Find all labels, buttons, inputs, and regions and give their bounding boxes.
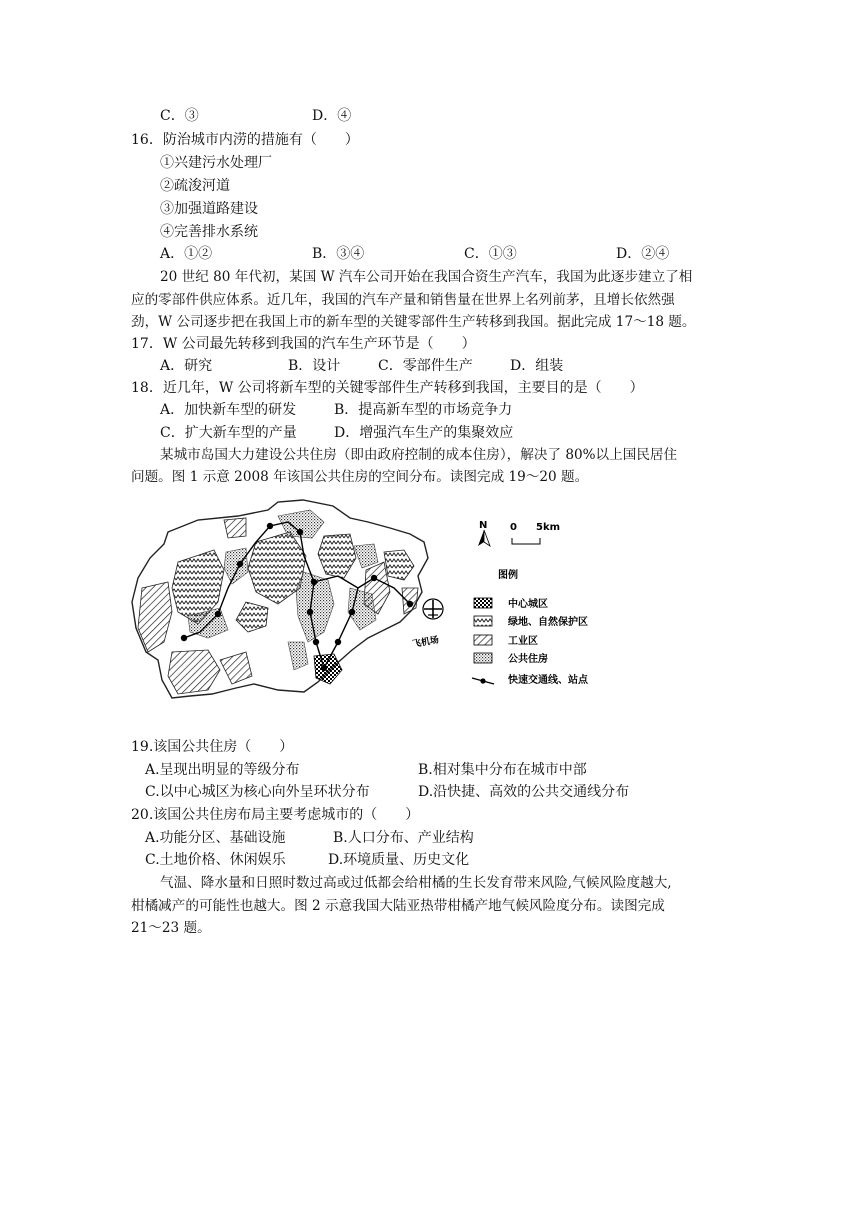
legend-central: 中心城区 [508,599,548,610]
q19-stem: 19.该国公共住房（ ） [131,739,294,755]
q16-option-d: D．②④ [616,246,670,262]
q18-option-c: C．扩大新车型的产量 [160,425,297,441]
q20-option-a: A.功能分区、基础设施 [145,830,286,846]
airport-icon [423,599,443,619]
q18-option-a: A．加快新车型的研发 [160,402,297,418]
scale-bar [512,538,540,544]
legend-swatch-green [474,616,492,626]
q17-option-a: A．研究 [160,358,213,374]
legend-industrial: 工业区 [508,636,538,647]
q19-option-d: D.沿快捷、高效的公共交通线分布 [418,784,630,800]
passage-city-line-2: 问题。图 1 示意 2008 年该国公共住房的空间分布。读图完成 19～20 题。 [131,469,589,485]
q18-stem: 18．近几年，W 公司将新车型的关键零部件生产转移到我国，主要目的是（ ） [131,380,644,396]
q20-option-b: B.人口分布、产业结构 [333,830,474,846]
q16-option-b: B．③④ [312,246,365,262]
q18-option-d: D．增强汽车生产的集聚效应 [334,425,514,441]
scale-distance-label: 5km [536,522,561,533]
q16-stem: 16．防治城市内涝的措施有（ ） [131,132,359,148]
q16-option-a: A．①② [160,246,213,262]
q20-stem: 20.该国公共住房布局主要考虑城市的（ ） [131,807,420,823]
passage-citrus-line-3: 21～23 题。 [131,920,211,936]
industrial-area-north [224,518,246,538]
passage-citrus-line-2: 柑橘减产的可能性也越大。图 2 示意我国大陆亚热带柑橘产地气候风险度分布。读图完成 [131,898,665,914]
q20-option-d: D.环境质量、历史文化 [328,852,470,868]
passage-w-line-2: 应的零部件供应体系。近几年，我国的汽车产量和销售量在世界上名列前茅，且增长依然强 [131,292,675,308]
q16-item-3: ③加强道路建设 [160,201,258,217]
legend-green: 绿地、自然保护区 [508,617,588,628]
q16-item-2: ②疏浚河道 [160,178,230,194]
scale-zero-label: 0 [510,522,517,533]
q18-option-b: B．提高新车型的市场竞争力 [334,402,513,418]
q19-option-b: B.相对集中分布在城市中部 [418,762,587,778]
legend-title: 图例 [498,570,518,581]
legend-housing: 公共住房 [508,654,548,665]
q15-option-c: C．③ [160,108,199,124]
q16-option-c: C．①③ [464,246,517,262]
legend-swatch-industrial [474,635,492,645]
north-arrow-icon [478,530,490,546]
map-svg [128,492,608,704]
airport-label: 飞机场 [411,635,440,650]
q17-option-b: B．设计 [288,358,341,374]
legend-swatch-housing [474,653,492,663]
north-label: N [479,520,488,531]
legend-swatch-central [474,598,492,608]
passage-citrus-line-1: 气温、降水量和日照时数过高或过低都会给柑橘的生长发育带来风险,气候风险度越大, [160,875,672,891]
passage-w-line-3: 劲，W 公司逐步把在我国上市的新车型的关键零部件生产转移到我国。据此完成 17～18 题。 [131,314,696,330]
legend-transit: 快速交通线、站点 [508,675,588,686]
q19-option-a: A.呈现出明显的等级分布 [145,762,300,778]
q16-item-1: ①兴建污水处理厂 [160,155,272,171]
q15-option-d: D．④ [312,108,352,124]
q17-option-c: C．零部件生产 [378,358,473,374]
legend-swatch-transit [472,678,494,684]
q19-option-c: C.以中心城区为核心向外呈环状分布 [145,784,370,800]
q17-stem: 17．W 公司最先转移到我国的汽车生产环节是（ ） [131,336,476,352]
public-housing-map [128,492,608,704]
passage-w-line-1: 20 世纪 80 年代初，某国 W 汽车公司开始在我国合资生产汽车，我国为此逐步建立了相 [160,269,693,285]
q20-option-c: C.土地价格、休闲娱乐 [145,852,286,868]
q17-option-d: D．组装 [510,358,564,374]
passage-city-line-1: 某城市岛国大力建设公共住房（即由政府控制的成本住房），解决了 80%以上国民居住 [160,447,678,463]
q16-item-4: ④完善排水系统 [160,224,258,240]
